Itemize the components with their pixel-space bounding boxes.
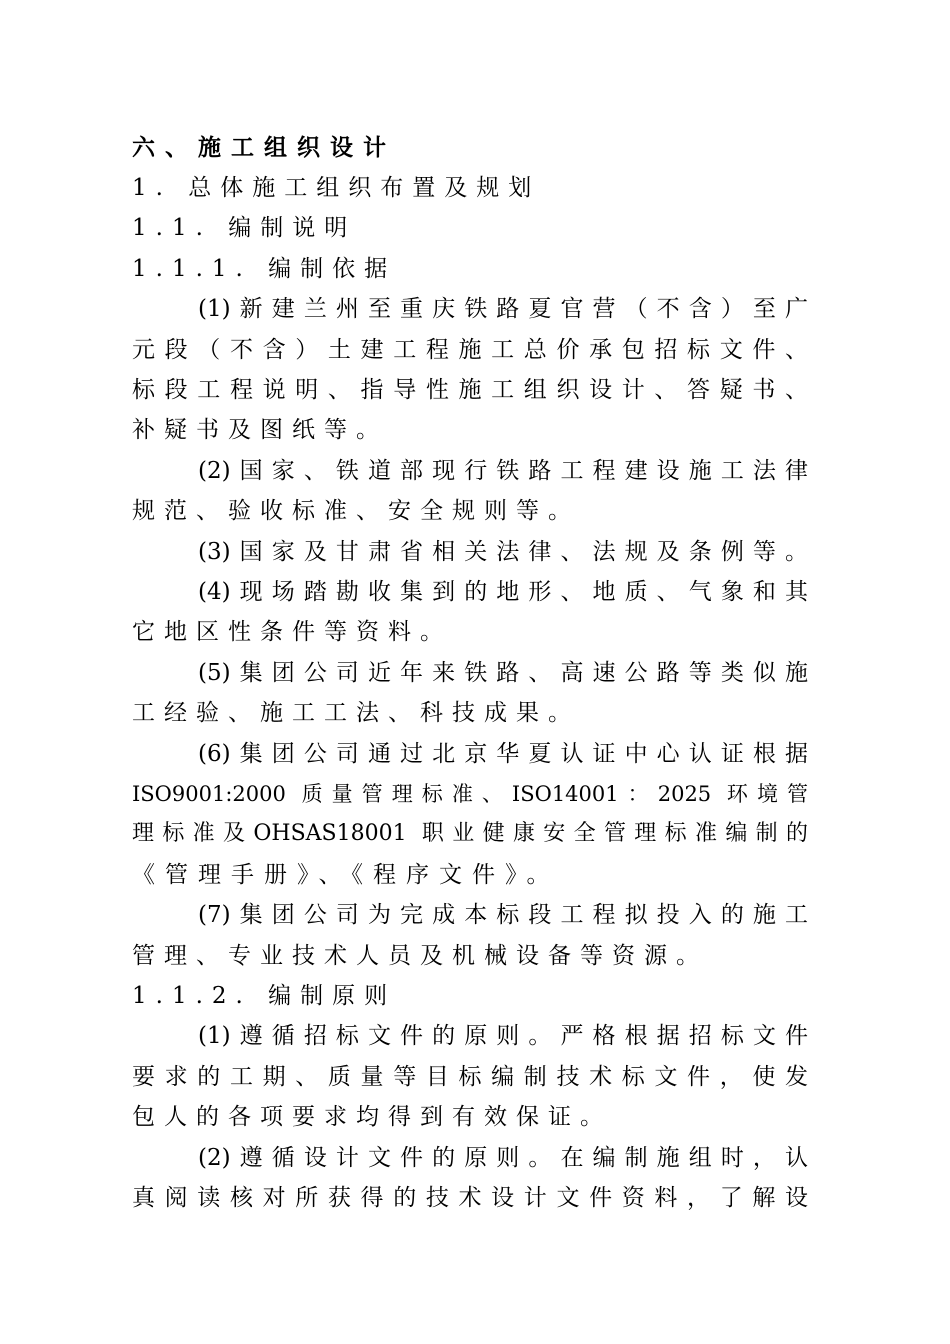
paragraph-line: 标段工程说明、指导性施工组织设计、答疑书、 xyxy=(132,377,808,403)
paragraph-line: (7)集团公司为完成本标段工程拟投入的施工 xyxy=(198,902,808,928)
paragraph-line: 真阅读核对所获得的技术设计文件资料，了解设 xyxy=(132,1185,808,1211)
paragraph-line: (2)国家、铁道部现行铁路工程建设施工法律 xyxy=(198,458,808,484)
paragraph-line: (6)集团公司通过北京华夏认证中心认证根据 xyxy=(198,741,808,767)
heading-level-1: 1. 总体施工组织布置及规划 xyxy=(132,175,541,201)
paragraph-line: (1)新建兰州至重庆铁路夏官营（不含）至广 xyxy=(198,296,808,322)
paragraph-line: 规范、验收标准、安全规则等。 xyxy=(132,498,580,524)
paragraph-line: 元段（不含）土建工程施工总价承包招标文件、 xyxy=(132,337,808,363)
paragraph-line: 它地区性条件等资料。 xyxy=(132,619,452,645)
paragraph-line: (5)集团公司近年来铁路、高速公路等类似施 xyxy=(198,660,808,686)
paragraph-line: 理标准及OHSAS18001 职业健康安全管理标准编制的 xyxy=(132,821,808,846)
paragraph-line: (3)国家及甘肃省相关法律、法规及条例等。 xyxy=(198,539,808,565)
paragraph-line: 《管理手册》、《程序文件》。 xyxy=(132,862,560,888)
paragraph-line: ISO9001:2000 质量管理标准、ISO14001：2025 环境管 xyxy=(132,782,808,806)
paragraph-line: (4)现场踏勘收集到的地形、地质、气象和其 xyxy=(198,579,808,605)
paragraph-line: (2)遵循设计文件的原则。在编制施组时，认 xyxy=(198,1145,808,1171)
heading-level-2: 1.1. 编制说明 xyxy=(132,215,357,241)
paragraph-line: 包人的各项要求均得到有效保证。 xyxy=(132,1104,612,1130)
paragraph-line: 要求的工期、质量等目标编制技术标文件，使发 xyxy=(132,1064,808,1090)
section-heading: 六、施工组织设计 xyxy=(132,134,396,161)
heading-level-3: 1.1.1. 编制依据 xyxy=(132,256,397,282)
heading-level-3: 1.1.2. 编制原则 xyxy=(132,983,397,1009)
paragraph-line: 管理、专业技术人员及机械设备等资源。 xyxy=(132,943,708,969)
paragraph-line: 工经验、施工工法、科技成果。 xyxy=(132,700,580,726)
paragraph-line: 补疑书及图纸等。 xyxy=(132,417,388,443)
paragraph-line: (1)遵循招标文件的原则。严格根据招标文件 xyxy=(198,1023,808,1049)
